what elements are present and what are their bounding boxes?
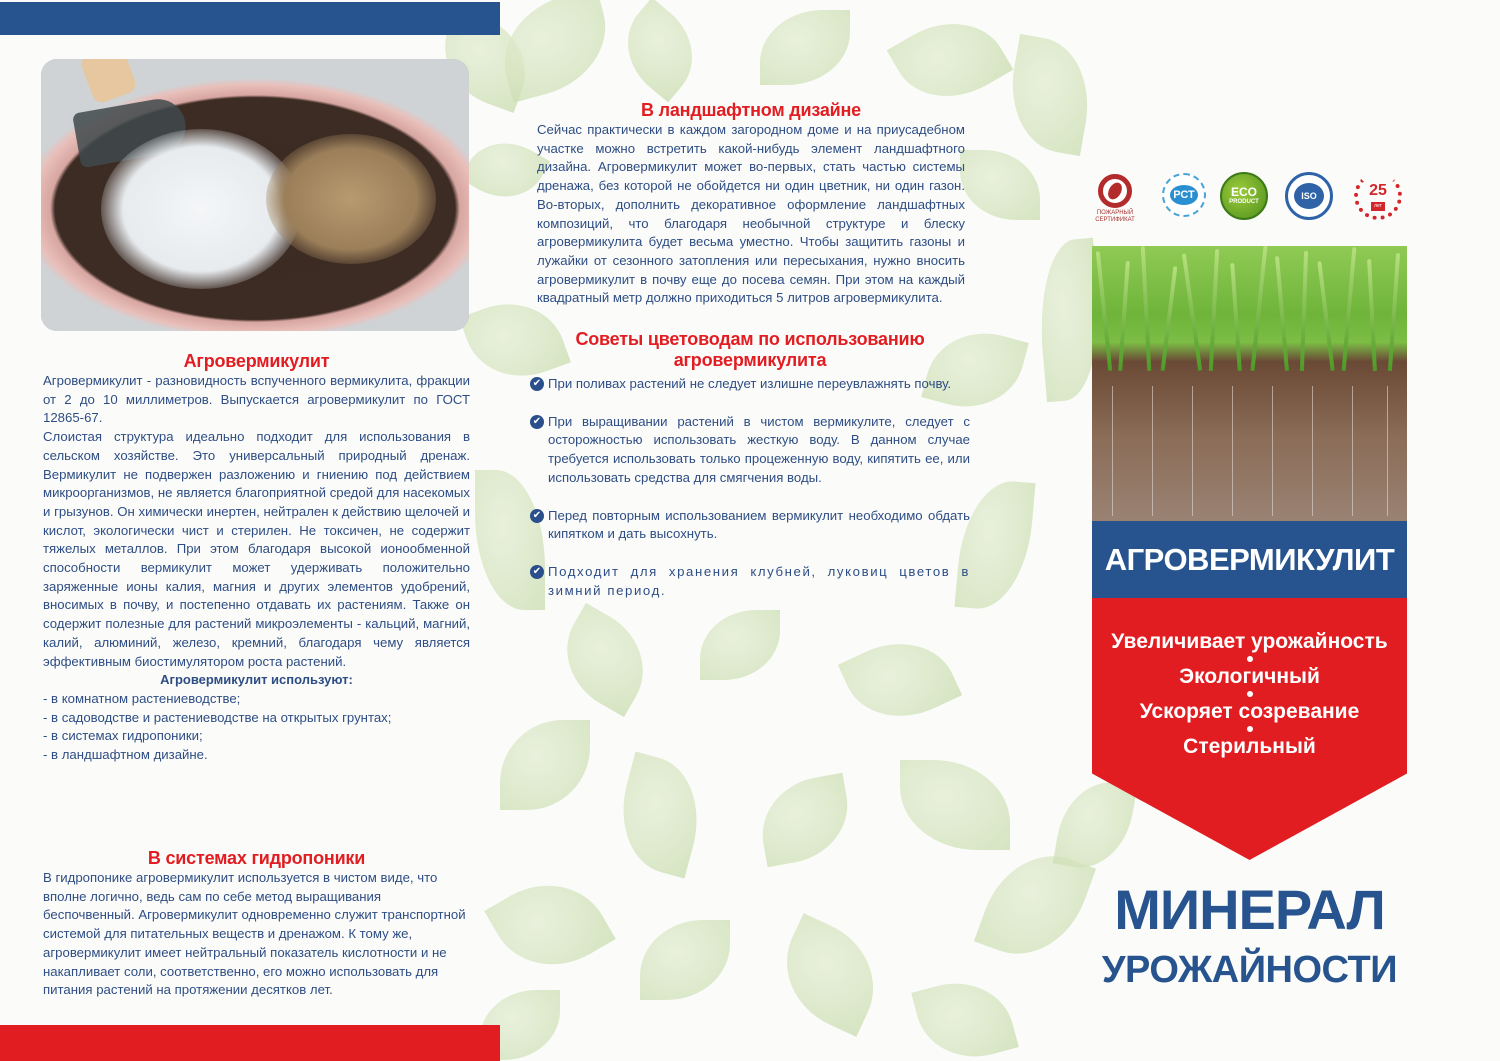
pot-photo [41, 59, 469, 331]
agro-section [43, 350, 470, 765]
tip-text: Подходит для хранения клубней, луковиц цветов в зимний период. [548, 563, 970, 598]
cover-title-line2: УРОЖАЙНОСТИ [1101, 949, 1398, 991]
grass-roots-photo [1092, 246, 1407, 521]
landscape-text: Сейчас практически в каждом загородном доме и на приусадебном участке можно встретить какой-нибудь элемент ландшафтного дизайна. Агровермикулит может во-первых, стать частью системы дренажа, без которой не обойдется ни один цветник, ни один газон. Во-вторых, дополнить декоративное оформление ландшафтных композиций, что благодаря необычной структуре и блеску агровермикулита будет весьма уместно. Чтобы защитить газоны и лужайки от сезонного затопления или пересыхания, нужно вносить агровермикулит в почву еще до посева семян. При этом на каждый квадратный метр должно приходиться 5 литров агровермикулита. [537, 122, 965, 306]
cover-title-line1: МИНЕРАЛ [1114, 878, 1385, 941]
bullet-dot-icon [1092, 653, 1407, 665]
agro-paragraph-1: Агровермикулит - разновидность вспученного вермикулита, фракции от 2 до 10 миллиметров. Выпускается агровермикулит по ГОСТ 12865-67. [43, 373, 470, 426]
check-circle-icon: ✔ [530, 565, 544, 579]
fire-certificate-label: ПОЖАРНЫЙ СЕРТИФИКАТ [1095, 210, 1135, 223]
tip-item [530, 507, 970, 544]
uses-item: - в садоводстве и растениеводстве на открытых грунтах; [43, 709, 392, 725]
benefit-item: Экологичный [1179, 665, 1320, 688]
certification-badges [1092, 168, 1410, 228]
uses-item: - в системах гидропоники; [43, 728, 203, 744]
product-name-banner: АГРОВЕРМИКУЛИТ [1092, 521, 1407, 598]
fire-certificate-badge-icon [1098, 174, 1132, 208]
check-circle-icon: ✔ [530, 415, 544, 429]
uses-item: - в ландшафтном дизайне. [43, 747, 208, 763]
tip-text: При выращивании растений в чистом вермикулите, следует с осторожностью использовать жесткую воду. В данном случае требуется использовать только процеженную воду, кипятить ее, или использовать средства для смягчения воды. [548, 413, 970, 485]
hydro-text: В гидропонике агровермикулит используется в чистом виде, что вполне логично, ведь сам по себе метод выращивания беспочвенный. Агровермикулит одновременно служит транспортной системой для питательных веществ и дренажом. К тому же, агровермикулит имеет нейтральный показатель кислотности и не накапливает соли, соответственно, его можно использовать для питания растений на протяжении десятков лет. [43, 870, 466, 998]
bullet-dot-icon [1092, 688, 1407, 700]
bottom-red-stripe [0, 1025, 500, 1061]
agro-heading: Агровермикулит [183, 351, 330, 371]
uses-item: - в комнатном растениеводстве; [43, 690, 241, 706]
tips-section [530, 329, 970, 619]
iso-registered-badge-icon: ISO [1285, 172, 1333, 220]
tip-item [530, 563, 970, 600]
tip-text: Перед повторным использованием вермикулит необходимо обдать кипятком и дать высохнуть. [548, 507, 970, 542]
benefits-list [1092, 630, 1407, 758]
hydro-heading: В системах гидропоники [147, 848, 366, 868]
benefit-item: Увеличивает урожайность [1111, 630, 1388, 653]
eco-product-badge-icon: ECO PRODUCT [1220, 172, 1268, 220]
check-circle-icon: ✔ [530, 509, 544, 523]
tips-heading-line2: агровермикулита [673, 350, 827, 370]
hydro-section [43, 847, 470, 1000]
top-blue-stripe [0, 2, 500, 35]
benefit-item: Стерильный [1183, 735, 1316, 758]
years-25-badge-icon: 25 лет [1354, 172, 1402, 220]
bullet-dot-icon [1092, 723, 1407, 735]
agro-paragraph-2: Слоистая структура идеально подходит для использования в сельском хозяйстве. Это универсальный природный дренаж. Вермикулит не подвержен разложению и гниению под действием микроорганизмов, не является благоприятной средой для насекомых и грызунов. Он химически инертен, нейтрален к действию щелочей и кислот, экологически чист и стерилен. Не токсичен, не содержит тяжелых металлов. При этом благодаря высокой ионообменной способности вермикулит может удерживать положительно заряженные ионы калия, магния и других элементов удобрений, вносимых в почву, и постепенно отдавать их растениям. Также он содержит полезные для растений микроэлементы - кальций, магний, калий, алюминий, железо, кремний, благодаря чему является эффективным биостимулятором роста растений. [43, 429, 470, 669]
landscape-heading: В ландшафтном дизайне [641, 100, 861, 120]
check-circle-icon: ✔ [530, 377, 544, 391]
tips-heading-line1: Советы цветоводам по использованию [575, 329, 925, 349]
benefit-item: Ускоряет созревание [1139, 700, 1360, 723]
tip-item [530, 413, 970, 488]
tip-item [530, 375, 970, 394]
landscape-section [537, 99, 965, 308]
uses-heading: Агровермикулит используют: [160, 672, 353, 688]
voluntary-certification-badge-icon: РСТ [1162, 173, 1206, 217]
tip-text: При поливах растений не следует излишне переувлажнять почву. [548, 376, 952, 391]
